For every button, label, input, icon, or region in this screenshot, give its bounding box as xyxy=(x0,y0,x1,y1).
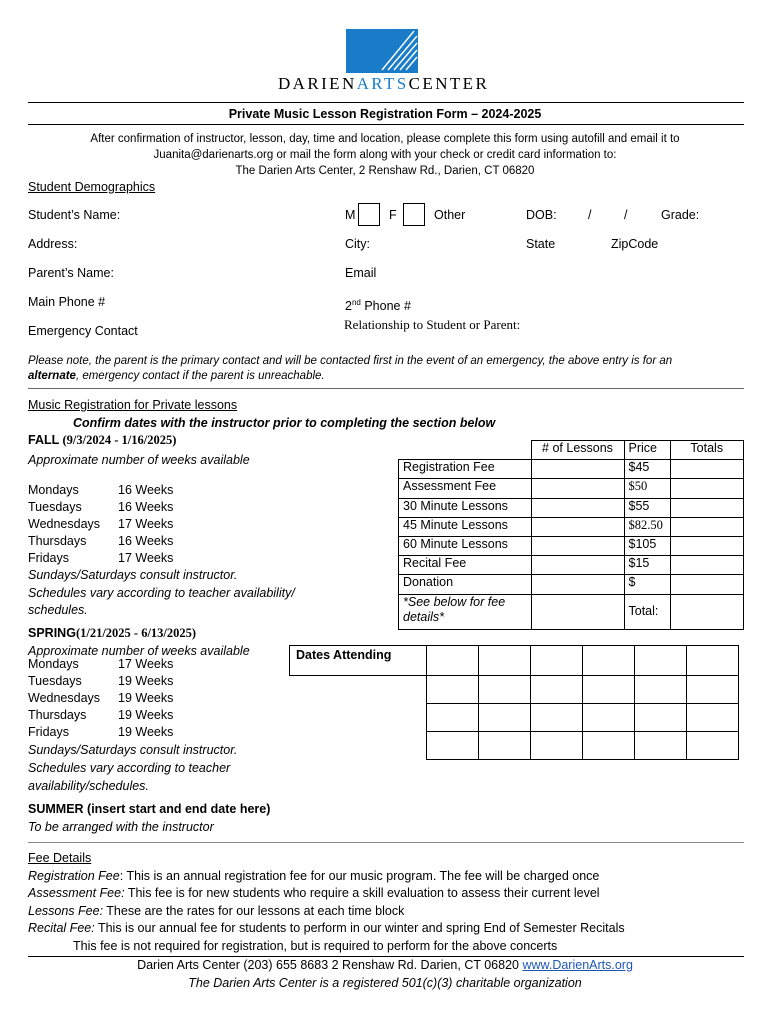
fee-total-input[interactable] xyxy=(670,536,744,555)
spring-weeks: 19 Weeks xyxy=(118,674,174,688)
date-cell[interactable] xyxy=(479,704,531,732)
gender-m-checkbox[interactable] xyxy=(358,203,380,226)
fee-item: Donation xyxy=(399,575,532,594)
fee-header-blank xyxy=(399,441,532,460)
footer-contact: Darien Arts Center (203) 655 8683 2 Renshaw Rd. Darien, CT 06820 www.DarienArts.org xyxy=(137,958,633,972)
fall-heading: FALL (9/3/2024 - 1/16/2025) xyxy=(28,433,177,447)
fall-day: Thursdays xyxy=(28,534,87,548)
spring-approx-label: Approximate number of weeks available xyxy=(28,644,250,658)
fall-weeks: 16 Weeks xyxy=(118,534,174,548)
date-cell[interactable] xyxy=(635,676,687,704)
spring-weeks: 19 Weeks xyxy=(118,708,174,722)
fall-weeks: 16 Weeks xyxy=(118,500,174,514)
logo-graphic xyxy=(278,28,490,74)
city-label: City: xyxy=(345,237,370,251)
music-registration-heading: Music Registration for Private lessons xyxy=(28,398,238,412)
fall-note: Sundays/Saturdays consult instructor. xyxy=(28,568,238,582)
table-row xyxy=(399,594,744,629)
dob-label: DOB: xyxy=(526,208,557,222)
date-cell[interactable] xyxy=(687,704,739,732)
fall-weeks: 16 Weeks xyxy=(118,483,174,497)
fall-approx-label: Approximate number of weeks available xyxy=(28,453,250,467)
emergency-contact-label: Emergency Contact xyxy=(28,324,138,338)
table-row xyxy=(290,676,739,704)
form-title: Private Music Lesson Registration Form – 2024-2025 xyxy=(228,107,542,121)
spring-day: Wednesdays xyxy=(28,691,101,705)
spring-note: Schedules vary according to teacher xyxy=(28,761,231,775)
lessons-count-input[interactable] xyxy=(531,556,624,575)
fee-header-lessons: # of Lessons xyxy=(531,441,624,460)
fee-total-input[interactable] xyxy=(670,556,744,575)
fee-item: Recital Fee xyxy=(399,556,532,575)
lessons-count-input[interactable] xyxy=(531,498,624,517)
fee-total-input[interactable] xyxy=(670,575,744,594)
date-cell[interactable] xyxy=(583,676,635,704)
summer-heading: SUMMER (insert start and end date here) xyxy=(28,802,271,816)
fall-note: Schedules vary according to teacher availability/ xyxy=(28,586,295,600)
table-row xyxy=(399,479,744,498)
fee-total-input[interactable] xyxy=(670,498,744,517)
date-cell[interactable] xyxy=(531,732,583,760)
fee-price: $105 xyxy=(624,536,670,555)
fee-detail-lessons: Lessons Fee: These are the rates for our lessons at each time block xyxy=(28,904,405,918)
fee-price: $ xyxy=(624,575,670,594)
fee-detail-assessment: Assessment Fee: This fee is for new students who require a skill evaluation to assess their current level xyxy=(28,886,600,900)
spring-weeks: 19 Weeks xyxy=(118,691,174,705)
address-label: Address: xyxy=(28,237,78,251)
state-label: State xyxy=(526,237,556,251)
fee-item: Assessment Fee xyxy=(399,479,532,498)
fee-detail-registration: Registration Fee: This is an annual registration fee for our music program. The fee will be charged once xyxy=(28,869,600,883)
logo-text: DARIENARTSCENTER xyxy=(278,74,490,93)
intro-line: The Darien Arts Center, 2 Renshaw Rd., Darien, CT 06820 xyxy=(235,165,535,177)
spring-note: Sundays/Saturdays consult instructor. xyxy=(28,743,238,757)
spring-day: Mondays xyxy=(28,657,79,671)
lessons-count-input[interactable] xyxy=(531,575,624,594)
date-cell[interactable] xyxy=(635,646,687,676)
fee-total-label: Total: xyxy=(624,594,670,629)
fee-item: Registration Fee xyxy=(399,460,532,479)
fee-total-input[interactable] xyxy=(670,517,744,536)
fee-item: 45 Minute Lessons xyxy=(399,517,532,536)
date-cell[interactable] xyxy=(583,704,635,732)
main-phone-label: Main Phone # xyxy=(28,295,106,309)
date-cell[interactable] xyxy=(583,646,635,676)
date-cell[interactable] xyxy=(635,704,687,732)
lessons-count-input[interactable] xyxy=(531,594,624,629)
fall-weeks: 17 Weeks xyxy=(118,551,174,565)
fall-day: Tuesdays xyxy=(28,500,82,514)
demographics-heading: Student Demographics xyxy=(28,180,156,194)
fee-see-below-note: *See below for fee details* xyxy=(399,594,532,629)
date-cell[interactable] xyxy=(531,704,583,732)
table-row xyxy=(290,646,739,676)
spring-weeks: 17 Weeks xyxy=(118,657,174,671)
parent-name-label: Parent’s Name: xyxy=(28,266,114,280)
footer-nonprofit: The Darien Arts Center is a registered 501(c)(3) charitable organization xyxy=(188,976,582,990)
fall-day: Mondays xyxy=(28,483,79,497)
spring-heading: SPRING(1/21/2025 - 6/13/2025) xyxy=(28,626,197,640)
spring-day: Tuesdays xyxy=(28,674,82,688)
table-row xyxy=(290,732,739,760)
lessons-count-input[interactable] xyxy=(531,460,624,479)
fee-total-input[interactable] xyxy=(670,479,744,498)
spring-day: Thursdays xyxy=(28,708,87,722)
table-header-row xyxy=(399,441,744,460)
date-cell[interactable] xyxy=(427,646,479,676)
zipcode-label: ZipCode xyxy=(611,237,659,251)
fall-day: Wednesdays xyxy=(28,517,101,531)
fee-header-totals: Totals xyxy=(670,441,744,460)
date-cell[interactable] xyxy=(479,732,531,760)
logo xyxy=(270,28,500,92)
date-cell[interactable] xyxy=(687,676,739,704)
gender-other-label: Other xyxy=(434,208,466,222)
fee-header-price: Price xyxy=(624,441,670,460)
dates-attending-label: Dates Attending xyxy=(290,646,427,676)
date-cell[interactable] xyxy=(427,732,479,760)
date-cell[interactable] xyxy=(427,676,479,704)
gender-m-label: M xyxy=(345,208,356,222)
date-cell[interactable] xyxy=(583,732,635,760)
grade-label: Grade: xyxy=(661,208,700,222)
emergency-note-line2: alternate, emergency contact if the parent is unreachable. xyxy=(28,370,325,382)
fee-detail-recital: Recital Fee: This is our annual fee for students to perform in our winter and spring End of Semester Recitals xyxy=(28,921,625,935)
date-cell[interactable] xyxy=(687,646,739,676)
fee-details-heading: Fee Details xyxy=(28,851,92,865)
spring-note: availability/schedules. xyxy=(28,779,149,793)
spring-day: Fridays xyxy=(28,725,69,739)
dob-separator: / xyxy=(588,208,592,222)
website-link[interactable]: www.DarienArts.org xyxy=(522,958,633,972)
fee-price: $82.50 xyxy=(624,517,670,536)
lessons-count-input[interactable] xyxy=(531,479,624,498)
lessons-count-input[interactable] xyxy=(531,536,624,555)
confirm-dates-note: Confirm dates with the instructor prior to completing the section below xyxy=(73,416,496,430)
fee-table xyxy=(398,440,744,630)
dob-separator: / xyxy=(624,208,628,222)
fee-item: 30 Minute Lessons xyxy=(399,498,532,517)
student-name-label: Student’s Name: xyxy=(28,208,121,222)
grand-total-input[interactable] xyxy=(670,594,744,629)
fall-note: schedules. xyxy=(28,603,88,617)
fee-detail-recital-note: This fee is not required for registration, but is required to perform for the above concerts xyxy=(73,939,558,953)
date-cell[interactable] xyxy=(635,732,687,760)
date-cell[interactable] xyxy=(531,676,583,704)
table-row xyxy=(399,460,744,479)
dates-attending-table xyxy=(289,645,739,760)
intro-line: After confirmation of instructor, lesson, day, time and location, please complete this form using autofill and email it to xyxy=(90,133,680,145)
fall-day: Fridays xyxy=(28,551,69,565)
table-row xyxy=(399,575,744,594)
gender-f-label: F xyxy=(389,208,397,222)
date-cell[interactable] xyxy=(479,676,531,704)
fee-item: 60 Minute Lessons xyxy=(399,536,532,555)
table-row xyxy=(399,517,744,536)
email-label: Email xyxy=(345,266,377,280)
fee-total-input[interactable] xyxy=(670,460,744,479)
summer-note: To be arranged with the instructor xyxy=(28,820,214,834)
table-row xyxy=(399,536,744,555)
table-row xyxy=(290,704,739,732)
fee-price: $50 xyxy=(624,479,670,498)
table-row xyxy=(399,556,744,575)
date-cell[interactable] xyxy=(531,646,583,676)
date-cell[interactable] xyxy=(427,704,479,732)
date-cell[interactable] xyxy=(687,732,739,760)
fall-weeks: 17 Weeks xyxy=(118,517,174,531)
lessons-count-input[interactable] xyxy=(531,517,624,536)
spring-weeks: 19 Weeks xyxy=(118,725,174,739)
date-cell[interactable] xyxy=(479,646,531,676)
intro-line: Juanita@darienarts.org or mail the form along with your check or credit card information to: xyxy=(153,149,617,161)
relationship-label: Relationship to Student or Parent: xyxy=(344,317,521,332)
fee-price: $15 xyxy=(624,556,670,575)
second-phone-label: 2nd Phone # xyxy=(345,298,411,314)
fee-price: $45 xyxy=(624,460,670,479)
emergency-note: Please note, the parent is the primary contact and will be contacted first in the event of an emergency, the above entry is for an xyxy=(28,355,673,367)
table-row xyxy=(399,498,744,517)
gender-f-checkbox[interactable] xyxy=(403,203,425,226)
fee-price: $55 xyxy=(624,498,670,517)
